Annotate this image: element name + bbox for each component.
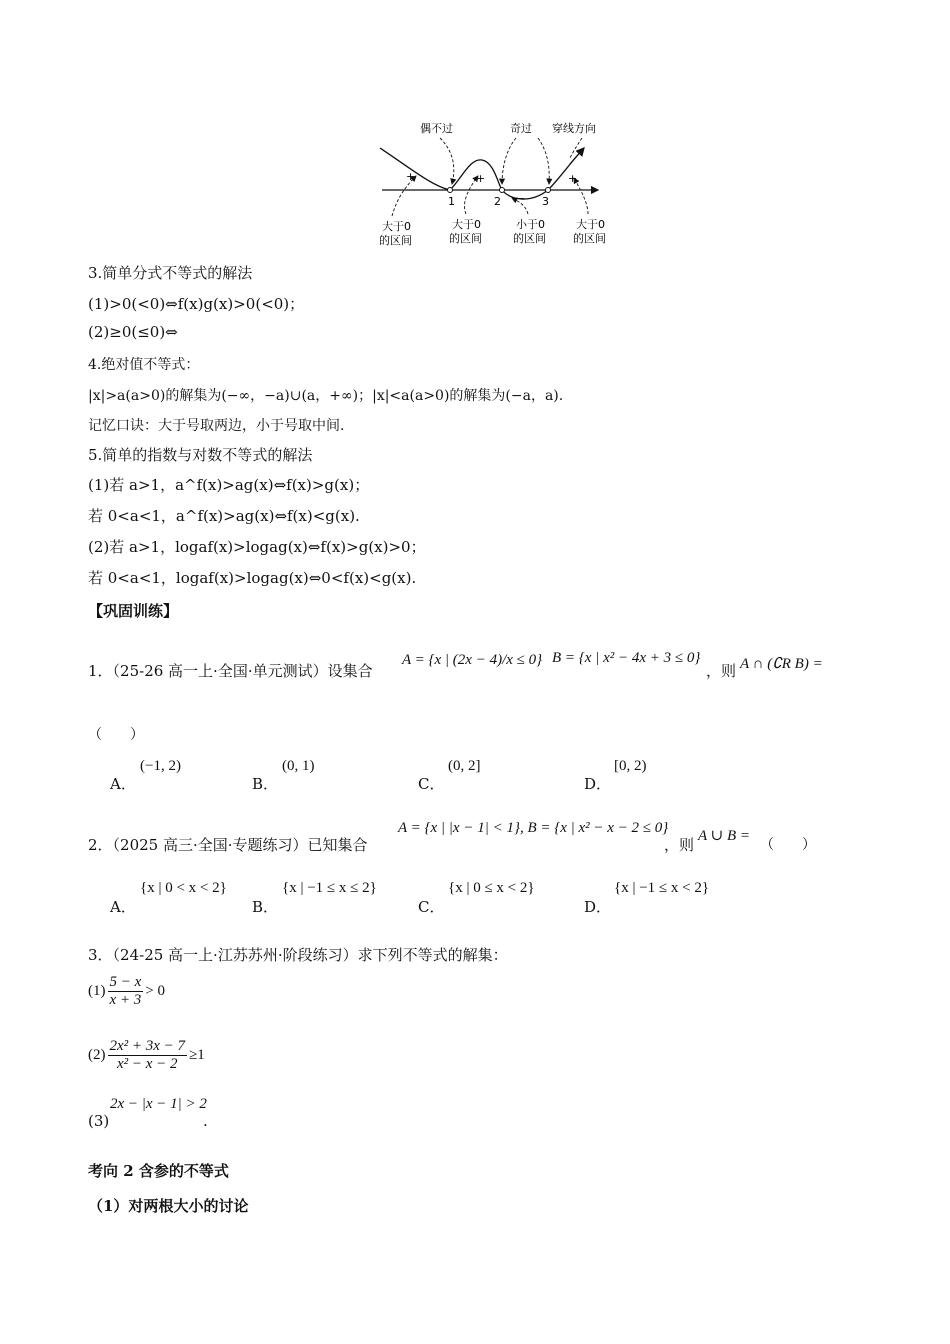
q2-option-b-label[interactable]: B． xyxy=(252,898,279,916)
root-point-1 xyxy=(448,188,453,193)
section5-line4: 若 0<a<1，logaf(x)>logag(x)⇔0<f(x)<g(x). xyxy=(88,569,417,587)
sign-label: + xyxy=(568,172,578,185)
q3-part1-numerator: 5 − x xyxy=(109,974,142,990)
axis-label-1: 1 xyxy=(448,195,455,208)
q3-part2-relation: ≥1 xyxy=(189,1047,205,1063)
q1-stem-text: 设集合 xyxy=(327,662,373,680)
topic2-subheading: （1）对两根大小的讨论 xyxy=(88,1197,249,1215)
q3-part1-denominator: x + 3 xyxy=(109,992,142,1008)
root-point-3 xyxy=(546,188,551,193)
q1-expression: A ∩ (∁R B) = xyxy=(740,656,823,672)
section4-rule: |x|>a(a>0)的解集为(−∞，−a)∪(a，+∞)；|x|<a(a>0)的解集为(−a，a). xyxy=(88,388,564,404)
q3-part2 xyxy=(88,1038,205,1073)
bottom-label: 大于0 xyxy=(382,220,411,233)
section5-heading: 5.简单的指数与对数不等式的解法 xyxy=(88,446,313,464)
bottom-label: 大于0 xyxy=(452,218,481,231)
axis-label-2: 2 xyxy=(494,195,501,208)
q2-sets: A = {x | |x − 1| < 1}, B = {x | x² − x − 2 ≤ 0} xyxy=(398,820,669,836)
section4-heading: 4.绝对值不等式： xyxy=(88,357,200,373)
q2-option-a-value: {x | 0 < x < 2} xyxy=(140,880,227,896)
q2-option-c-label[interactable]: C． xyxy=(418,898,445,916)
bottom-label: 小于0 xyxy=(516,218,545,231)
sign-curve-diagram xyxy=(370,118,610,253)
section3-rule1: (1)>0(<0)⇔f(x)g(x)>0(<0)； xyxy=(88,295,305,313)
q2-source: （2025 高三·全国·专题练习） xyxy=(112,836,308,854)
q1-option-c-value: (0, 2] xyxy=(448,758,481,774)
q3-part1-fraction xyxy=(108,974,144,1009)
practice-heading: 【巩固训练】 xyxy=(88,602,179,620)
top-label-direction: 穿线方向 xyxy=(552,122,596,135)
q1-set-A xyxy=(402,636,562,684)
q3-number: 3． xyxy=(88,946,113,964)
q1-option-d-value: [0, 2) xyxy=(614,758,647,774)
q3-part3-end: . xyxy=(203,1112,208,1130)
q1-option-b-value: (0, 1) xyxy=(282,758,315,774)
section5-line1: (1)若 a>1，a^f(x)>ag(x)⇔f(x)>g(x)； xyxy=(88,476,370,494)
q3-part2-numerator: 2x² + 3x − 7 xyxy=(109,1038,186,1054)
q2-ask: ，则 xyxy=(664,836,695,854)
sign-label: + xyxy=(476,172,486,185)
q1-number: 1． xyxy=(88,662,113,680)
q1-option-c-label[interactable]: C． xyxy=(418,775,445,793)
q2-option-c-value: {x | 0 ≤ x < 2} xyxy=(448,880,535,896)
q3-part2-fraction xyxy=(108,1038,188,1073)
section3-rule2: (2)≥0(≤0)⇔ xyxy=(88,323,178,341)
q3-stem-text: 求下列不等式的解集： xyxy=(357,946,508,964)
sign-label: − xyxy=(516,192,526,205)
q3-part2-label: (2) xyxy=(88,1047,106,1063)
bottom-label: 的区间 xyxy=(513,232,546,245)
q3-part1-relation: > 0 xyxy=(145,983,165,999)
q1-set-A-expr: A = {x | (2x − 4)/x ≤ 0} xyxy=(402,651,543,668)
q3-part1 xyxy=(88,974,165,1009)
q2-stem xyxy=(88,834,368,855)
q3-part2-denominator: x² − x − 2 xyxy=(117,1056,178,1072)
q3-part1-label: (1) xyxy=(88,983,106,999)
bottom-label: 的区间 xyxy=(379,234,412,247)
top-label-odd: 奇过 xyxy=(510,122,532,135)
q2-option-b-value: {x | −1 ≤ x ≤ 2} xyxy=(282,880,377,896)
q1-option-b-label[interactable]: B． xyxy=(252,775,279,793)
q2-number: 2． xyxy=(88,836,113,854)
q2-expression: A ∪ B = xyxy=(698,828,750,844)
sign-label: + xyxy=(406,170,416,183)
section3-heading: 3.简单分式不等式的解法 xyxy=(88,264,253,282)
q2-stem-text: 已知集合 xyxy=(307,836,368,854)
q1-set-B: B = {x | x² − 4x + 3 ≤ 0} xyxy=(552,650,701,666)
q2-answer-paren: （ ） xyxy=(760,837,816,853)
section5-line3: (2)若 a>1，logaf(x)>logag(x)⇔f(x)>g(x)>0； xyxy=(88,538,426,556)
q1-option-a-label[interactable]: A． xyxy=(110,775,136,793)
q1-ask: ，则 xyxy=(706,662,737,680)
bottom-label: 的区间 xyxy=(573,232,606,245)
q3-stem xyxy=(88,944,508,965)
q1-option-d-label[interactable]: D． xyxy=(584,775,612,793)
axis-label-3: 3 xyxy=(542,195,549,208)
q3-part3-expression: 2x − |x − 1| > 2 xyxy=(110,1096,207,1112)
q1-option-a-value: (−1, 2) xyxy=(140,758,181,774)
q3-source: （24-25 高一上·江苏苏州·阶段练习） xyxy=(112,946,358,964)
root-point-2 xyxy=(500,188,505,193)
q2-option-d-value: {x | −1 ≤ x < 2} xyxy=(614,880,710,896)
bottom-label: 大于0 xyxy=(576,218,605,231)
top-label-even: 偶不过 xyxy=(420,122,453,135)
q1-stem xyxy=(88,660,373,681)
q3-part3-label: (3) xyxy=(88,1112,110,1130)
bottom-label: 的区间 xyxy=(449,232,482,245)
section4-mnemonic: 记忆口诀：大于号取两边，小于号取中间. xyxy=(88,418,345,434)
q2-option-a-label[interactable]: A． xyxy=(110,898,136,916)
q1-source: （25-26 高一上·全国·单元测试） xyxy=(112,662,328,680)
q2-option-d-label[interactable]: D． xyxy=(584,898,612,916)
q1-answer-paren: （ ） xyxy=(88,727,144,743)
section5-line2: 若 0<a<1，a^f(x)>ag(x)⇔f(x)<g(x). xyxy=(88,507,360,525)
topic2-heading: 考向 2 含参的不等式 xyxy=(88,1162,229,1180)
